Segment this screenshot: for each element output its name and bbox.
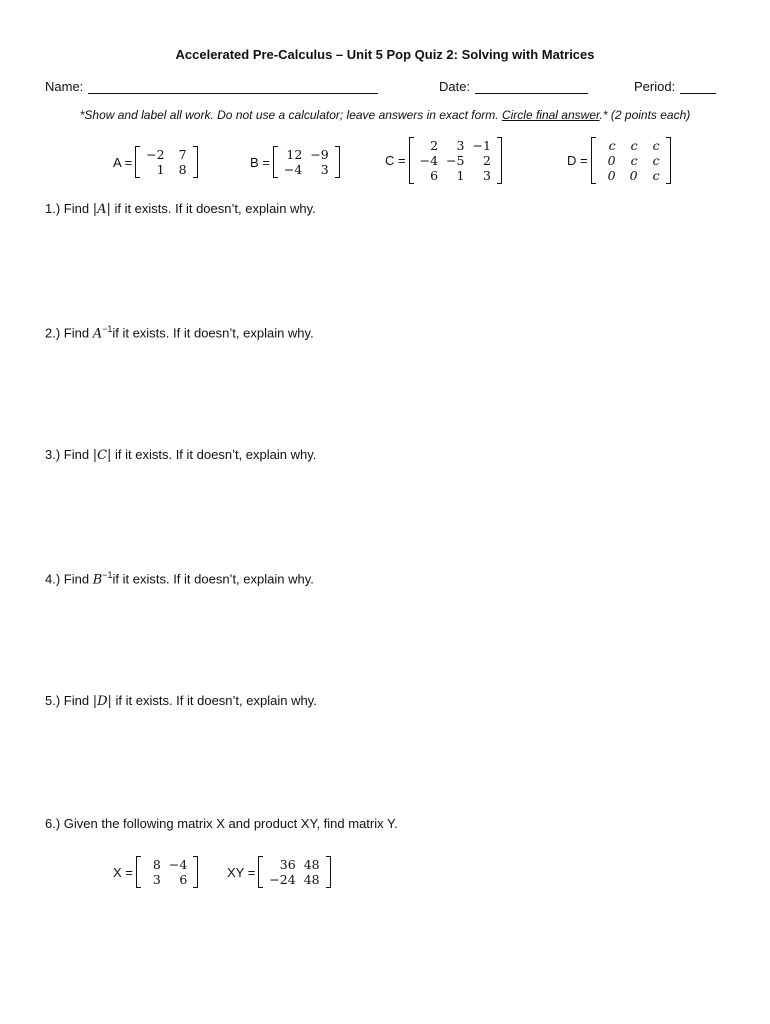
matrix-c-definition xyxy=(385,137,502,184)
name-field xyxy=(45,79,378,94)
question-text: if it exists. If it doesn’t, explain why. xyxy=(111,447,317,462)
right-bracket xyxy=(193,146,198,178)
matrix-entry: c xyxy=(608,138,616,153)
matrix-entry: c xyxy=(652,153,660,168)
period-field xyxy=(634,79,716,94)
question-text: if it exists. If it doesn’t, explain why. xyxy=(110,201,316,216)
matrix-entry: 0 xyxy=(629,168,638,183)
matrix-x-definition xyxy=(113,856,198,888)
instructions-underlined: Circle final answer xyxy=(501,108,600,122)
matrix-d-label: D = xyxy=(567,153,588,168)
matrix-entry: 6 xyxy=(430,168,439,183)
matrix-xy-definition xyxy=(227,856,331,888)
question-number: 2.) Find xyxy=(45,325,93,341)
question-number: 3.) Find xyxy=(45,447,93,462)
question-text: if it exists. If it doesn’t, explain why. xyxy=(112,325,314,341)
question-math: |D| xyxy=(92,694,112,709)
matrix-entry: −9 xyxy=(310,147,329,162)
right-bracket xyxy=(326,856,331,888)
matrix-xy-label: XY = xyxy=(227,864,256,880)
matrix-entry: c xyxy=(652,168,660,183)
instructions-points: .* (2 points each) xyxy=(599,108,691,122)
question-exponent: −1 xyxy=(102,324,113,334)
matrix-d-definition xyxy=(567,137,671,184)
name-blank-line xyxy=(88,79,378,94)
header-fields xyxy=(45,79,720,99)
matrix-entry: −4 xyxy=(283,162,303,177)
matrix-entry: 3 xyxy=(456,138,465,153)
question-math: B xyxy=(92,572,103,588)
matrix-b-definition xyxy=(250,146,340,178)
question-number: 4.) Find xyxy=(45,571,93,587)
matrix-x-label: X = xyxy=(113,864,133,880)
matrix-entry: −4 xyxy=(168,857,188,872)
question-6 xyxy=(45,816,398,831)
matrix-entry: 12 xyxy=(286,147,303,162)
matrix-entry: 6 xyxy=(179,872,188,887)
matrix-x-entries xyxy=(141,856,193,888)
name-label: Name: xyxy=(45,79,84,94)
right-bracket xyxy=(666,137,671,184)
matrix-entry: 36 xyxy=(279,857,296,872)
matrix-entry: 7 xyxy=(178,147,187,162)
right-bracket xyxy=(335,146,340,178)
date-label: Date: xyxy=(439,79,471,94)
matrix-a-entries xyxy=(140,146,192,178)
matrix-a xyxy=(135,146,197,178)
right-bracket xyxy=(193,856,198,888)
matrix-entry: c xyxy=(630,153,638,168)
matrix-entry: −4 xyxy=(419,153,439,168)
question-math: A xyxy=(92,326,103,342)
question-exponent: −1 xyxy=(102,570,113,580)
matrix-a-definition xyxy=(113,146,198,178)
matrix-entry: 8 xyxy=(178,162,187,177)
matrix-entry: 48 xyxy=(303,872,320,887)
question-math: |C| xyxy=(92,448,112,463)
question-4 xyxy=(45,570,314,587)
matrix-b-label: B = xyxy=(250,154,270,170)
matrix-entry: 3 xyxy=(482,168,491,183)
question-number: 5.) Find xyxy=(45,693,93,708)
matrix-c-label: C = xyxy=(385,153,406,168)
matrix-entry: 0 xyxy=(607,168,616,183)
question-number: 1.) Find xyxy=(45,201,93,216)
question-text: 6.) Given the following matrix X and product XY, find matrix Y. xyxy=(45,816,398,831)
question-text: if it exists. If it doesn’t, explain why. xyxy=(112,571,314,587)
matrix-c-entries xyxy=(414,137,497,184)
matrix-entry: 1 xyxy=(156,162,165,177)
matrix-entry: c xyxy=(630,138,638,153)
matrix-entry: −24 xyxy=(269,872,296,887)
matrix-b-entries xyxy=(278,146,335,178)
question-2 xyxy=(45,324,314,341)
matrix-xy-entries xyxy=(263,856,325,888)
matrix-entry: 2 xyxy=(482,153,491,168)
matrix-entry: c xyxy=(652,138,660,153)
period-blank-line xyxy=(680,79,716,94)
matrix-entry: 0 xyxy=(607,153,616,168)
matrix-d-entries xyxy=(596,137,666,184)
matrix-b xyxy=(273,146,340,178)
question-3 xyxy=(45,447,316,463)
matrix-d xyxy=(591,137,671,184)
instructions-text: *Show and label all work. Do not use a calculator; leave answers in exact form. xyxy=(79,108,502,122)
matrix-entry: 48 xyxy=(303,857,320,872)
question-math: |A| xyxy=(92,202,111,217)
matrix-entry: −1 xyxy=(472,138,491,153)
matrix-entry: 1 xyxy=(456,168,465,183)
instructions xyxy=(0,108,770,122)
matrix-entry: −2 xyxy=(146,147,165,162)
period-label: Period: xyxy=(634,79,676,94)
quiz-title: Accelerated Pre-Calculus – Unit 5 Pop Quiz 2: Solving with Matrices xyxy=(175,47,595,62)
matrix-entry: 3 xyxy=(152,872,161,887)
right-bracket xyxy=(497,137,502,184)
matrix-entry: 2 xyxy=(430,138,439,153)
date-blank-line xyxy=(475,79,588,94)
question-1 xyxy=(45,201,316,217)
question-5 xyxy=(45,693,317,709)
question-text: if it exists. If it doesn’t, explain why. xyxy=(111,693,317,708)
matrix-x xyxy=(136,856,198,888)
date-field xyxy=(439,79,588,94)
matrix-xy xyxy=(258,856,330,888)
matrix-c xyxy=(409,137,502,184)
matrix-entry: 8 xyxy=(152,857,161,872)
matrix-entry: −5 xyxy=(446,153,465,168)
matrix-entry: 3 xyxy=(320,162,329,177)
matrix-a-label: A = xyxy=(113,154,133,170)
